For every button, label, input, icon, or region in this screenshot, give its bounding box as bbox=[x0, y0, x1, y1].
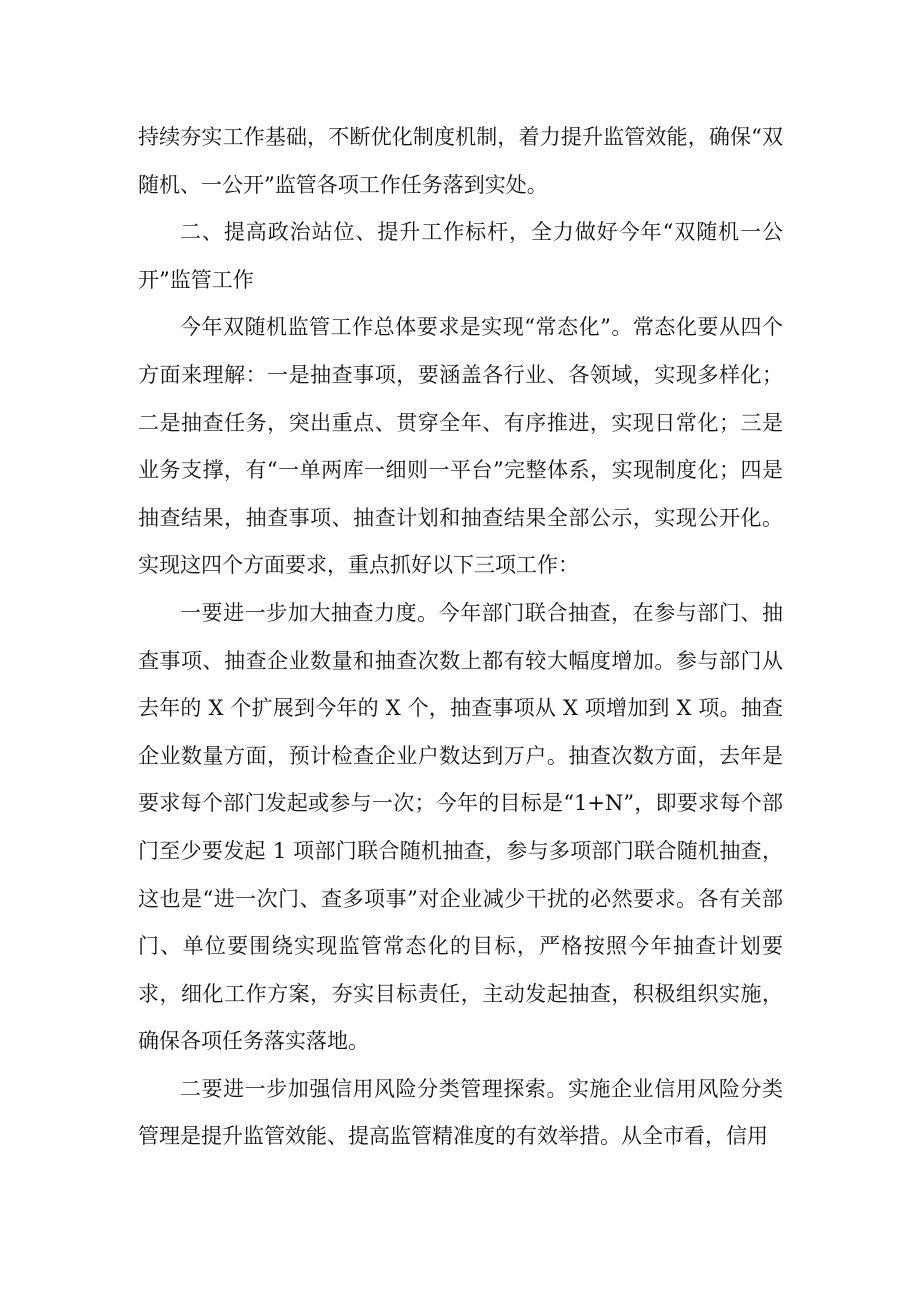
paragraph-requirements: 今年双随机监管工作总体要求是实现“常态化”。常态化要从四个方面来理解：一是抽查事项，要涵盖各行业、各领域，实现多样化；二是抽查任务，突出重点、贯穿全年、有序推进，实现日常化；三是业务支撑，有“一单两库一细则一平台”完整体系，实现制度化；四是抽查结果，抽查事项、抽查计划和抽查结果全部公示，实现公开化。实现这四个方面要求，重点抓好以下三项工作： bbox=[138, 315, 783, 578]
paragraph-credit-risk: 二要进一步加强信用风险分类管理探索。实施企业信用风险分类管理是提升监管效能、提高监管精准度的有效举措。从全市看，信用 bbox=[138, 1076, 783, 1149]
paragraph-inspection-intensity: 一要进一步加大抽查力度。今年部门联合抽查，在参与部门、抽查事项、抽查企业数量和抽查次数上都有较大幅度增加。参与部门从去年的 X 个扩展到今年的 X 个，抽查事项从 X 项增加到 X 项。抽查企业数量方面，预计检查企业户数达到万户。抽查次数方面，去年是要求每个部门发起或参与一次；今年的目标是“1+N”，即要求每个部门至少要发起 1 项部门联合随机抽查，参与多项部门联合随机抽查，这也是“进一次门、查多项事”对企业减少干扰的必然要求。各有关部门、单位要围绕实现监管常态化的目标，严格按照今年抽查计划要求，细化工作方案，夯实目标责任，主动发起抽查，积极组织实施，确保各项任务落实落地。 bbox=[138, 600, 783, 1054]
document-body bbox=[138, 114, 783, 1161]
section-heading: 二、提高政治站位、提升工作标杆，全力做好今年“双随机一公开”监管工作 bbox=[138, 220, 783, 292]
paragraph-continuation: 持续夯实工作基础，不断优化制度机制，着力提升监管效能，确保“双随机、一公开”监管各项工作任务落到实处。 bbox=[138, 125, 783, 197]
